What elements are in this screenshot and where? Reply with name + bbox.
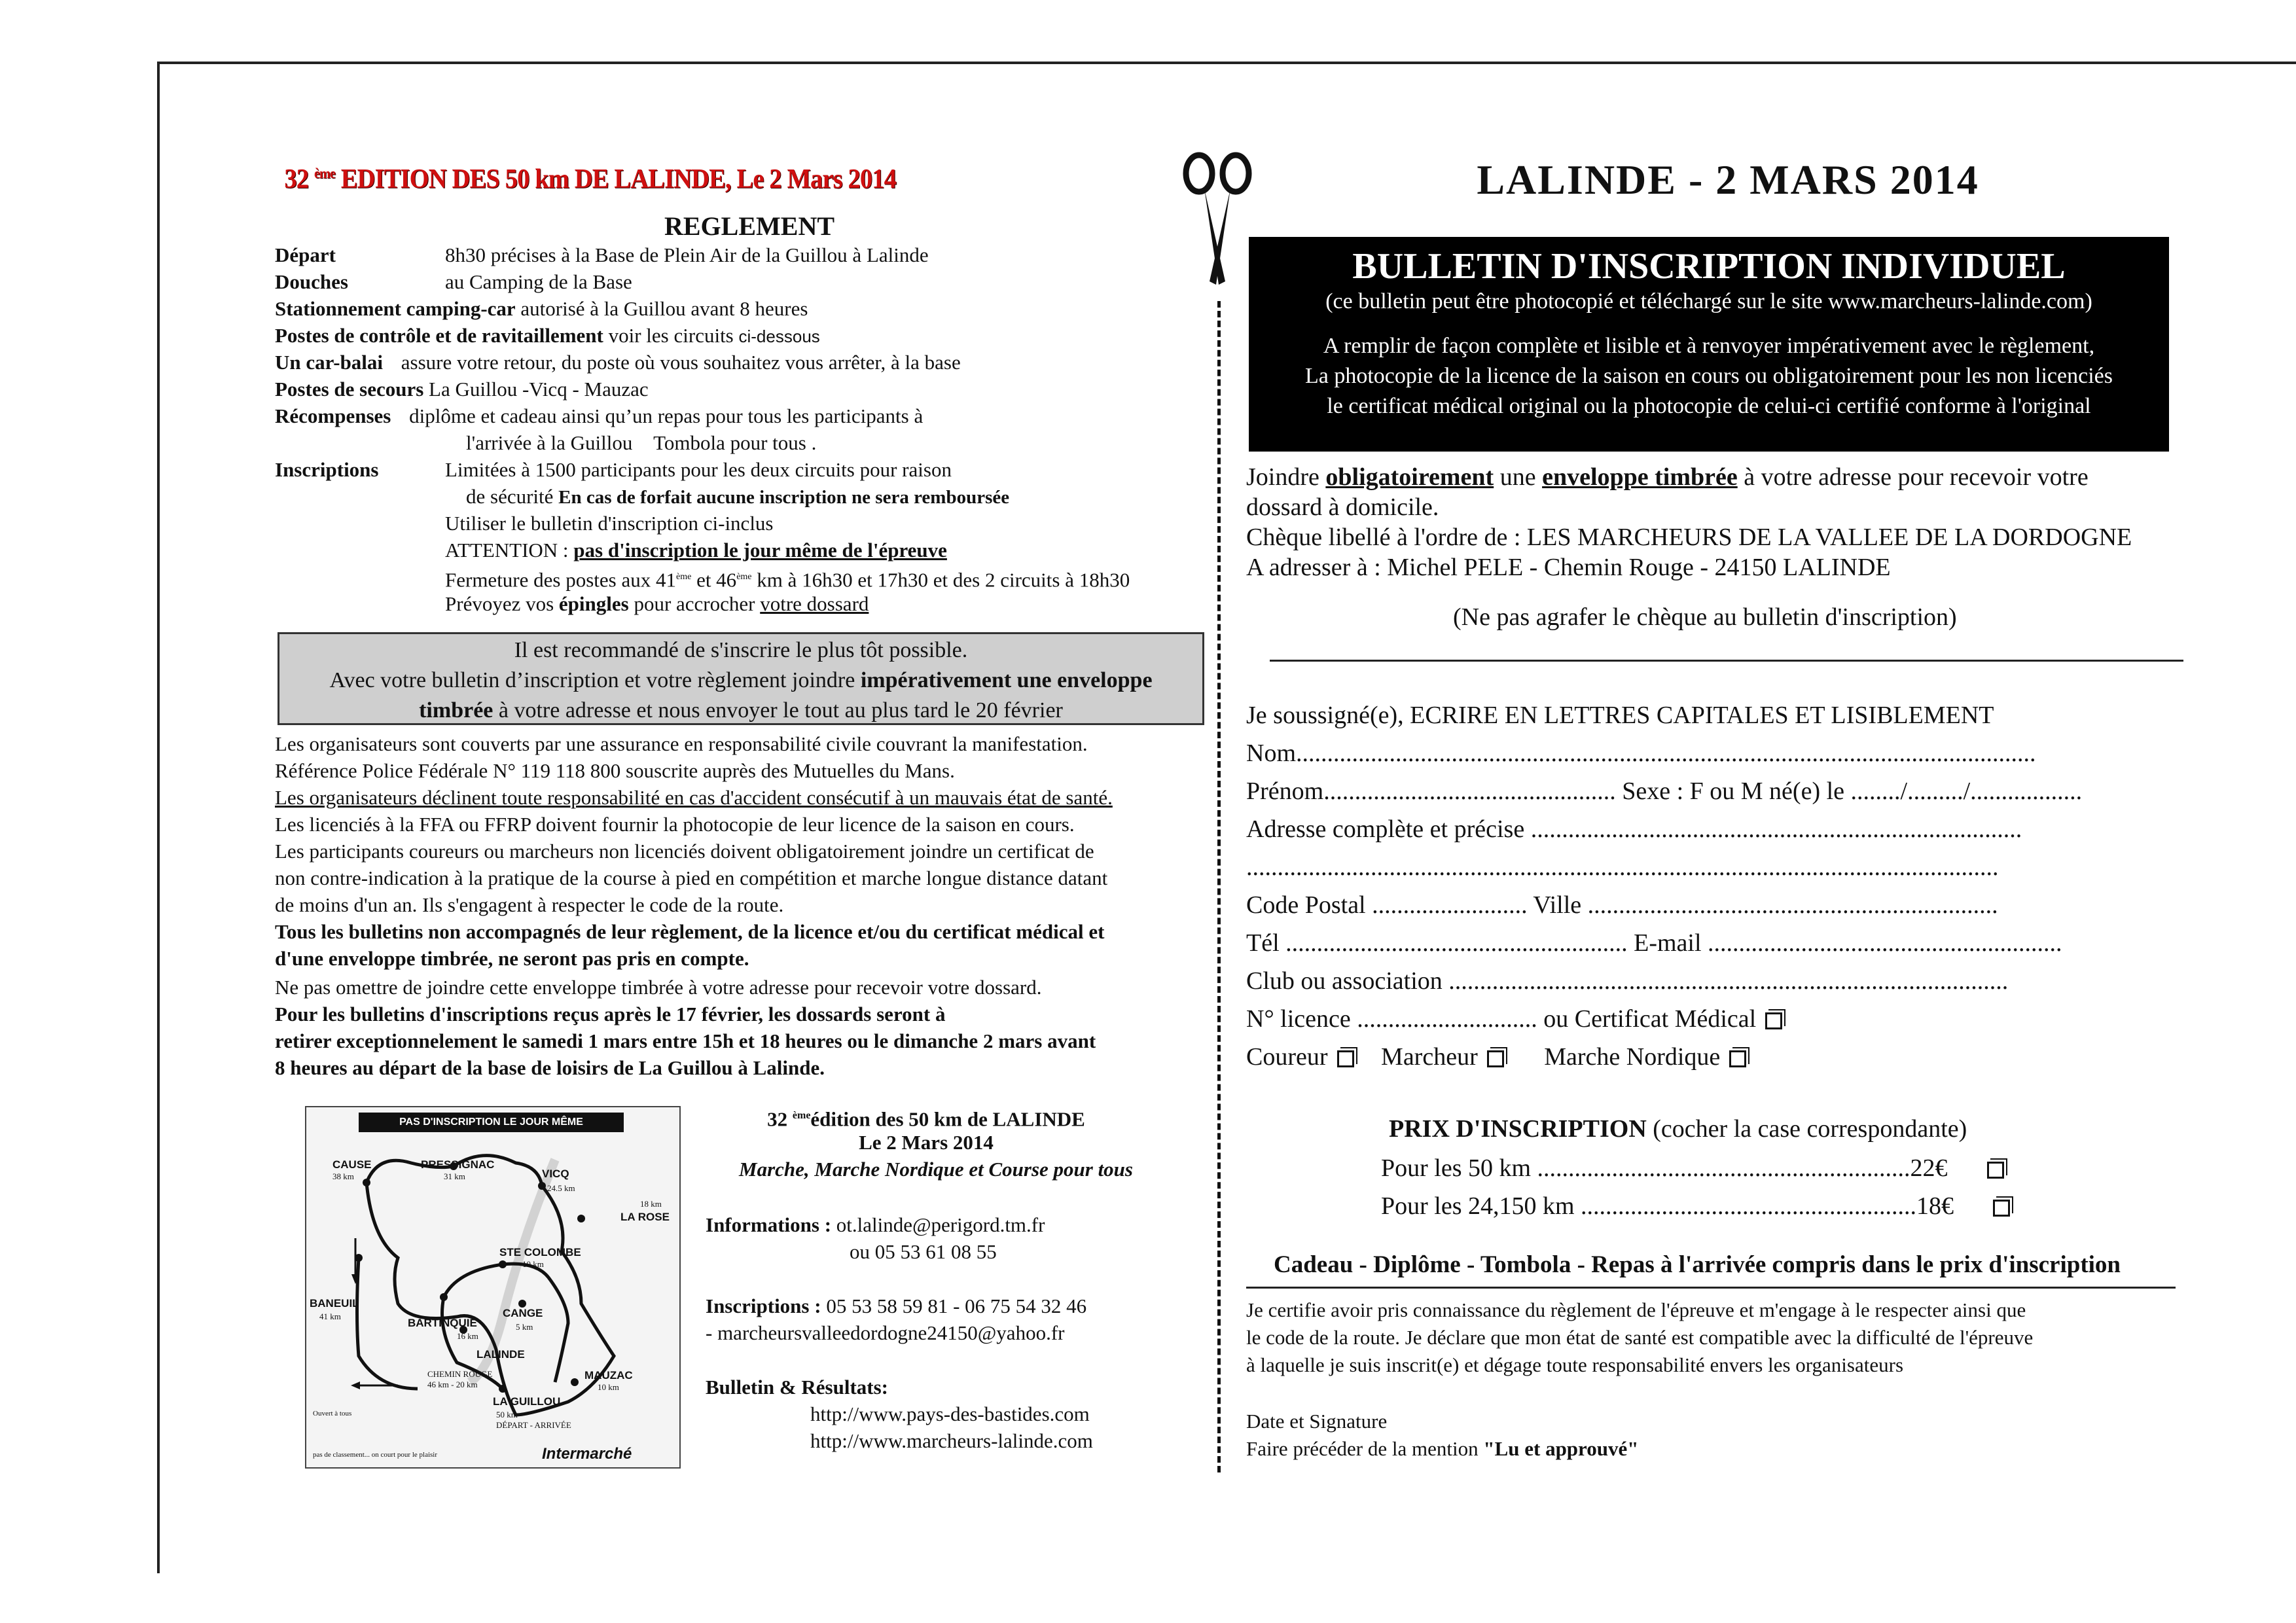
- para-assurance: Les organisateurs sont couverts par une assurance en responsabilité civile couvrant la manifestation.: [275, 732, 1088, 755]
- map-header: PAS D'INSCRIPTION LE JOUR MÊME: [359, 1113, 624, 1132]
- coureur-checkbox[interactable]: [1337, 1050, 1354, 1067]
- rule-camping: Stationnement camping-car autorisé à la Guillou avant 8 heures: [275, 297, 808, 320]
- map-km-cause: 38 km: [332, 1171, 354, 1181]
- prix-24km-checkbox[interactable]: [1993, 1200, 2010, 1217]
- map-label-guillou: LA GUILLOU: [493, 1395, 561, 1408]
- field-club[interactable]: Club ou association ..........................................................................................: [1246, 967, 2009, 995]
- separator-line-2: [1246, 1287, 2176, 1289]
- info-title: 32 $^{ème}$édition des 50 km de LALINDE: [767, 1107, 1085, 1131]
- form-intro: Je soussigné(e), ECRIRE EN LETTRES CAPITALES ET LISIBLEMENT: [1246, 702, 1994, 729]
- bulletin-subtitle: (ce bulletin peut être photocopié et téléchargé sur le site www.marcheurs-lalinde.com): [1325, 289, 2092, 313]
- field-adresse[interactable]: Adresse complète et précise ...............................................................................: [1246, 815, 2022, 843]
- bulletin-instructions: A remplir de façon complète et lisible et à renvoyer impérativement avec le règlement, La photocopie de la licence de la saison en cours ou obligatoirement pour les non licenciés le certificat médical original ou la photocopie de celui-ci certifié conforme à l'original: [1305, 334, 2113, 418]
- rule-postes: Postes de contrôle et de ravitaillement voir les circuits ci-dessous: [275, 324, 820, 347]
- map-km-larose: 18 km: [640, 1199, 662, 1209]
- page-border-top: [157, 62, 2296, 64]
- postal-address: A adresser à : Michel PELE - Chemin Rouge - 24150 LALINDE: [1246, 554, 1891, 581]
- certif-line-2: le code de la route. Je déclare que mon état de santé est compatible avec la difficulté de l'épreuve: [1246, 1326, 2034, 1349]
- certificat-checkbox[interactable]: [1765, 1012, 1782, 1029]
- para-non-licencies-1: Les participants coureurs ou marcheurs non licenciés doivent obligatoirement joindre un certificat de: [275, 840, 1094, 863]
- map-km-stecolombe: 10 km: [522, 1259, 544, 1269]
- inscriptions-contact: Inscriptions : 05 53 58 59 81 - 06 75 54 32 46: [706, 1294, 1087, 1317]
- map-label-cause: CAUSE: [332, 1158, 372, 1171]
- page-border-left: [157, 62, 160, 1573]
- prix-50km-checkbox[interactable]: [1987, 1162, 2004, 1179]
- para-police: Référence Police Fédérale N° 119 118 800 souscrite auprès des Mutuelles du Mans.: [275, 759, 955, 782]
- cheque-order: Chèque libellé à l'ordre de : LES MARCHEURS DE LA VALLEE DE LA DORDOGNE: [1246, 524, 2132, 551]
- rule-recompenses-2: l'arrivée à la Guillou Tombola pour tous .: [466, 431, 817, 454]
- rule-depart: Départ 8h30 précises à la Base de Plein Air de la Guillou à Lalinde: [275, 243, 929, 266]
- map-label-cange: CANGE: [503, 1307, 543, 1319]
- mention-note: Faire précéder de la mention "Lu et approuvé": [1246, 1437, 1639, 1460]
- map-km-pressignac: 31 km: [444, 1171, 465, 1181]
- map-km-vicq: 24.5 km: [547, 1183, 575, 1193]
- map-note-ouvert: Ouvert à tous: [313, 1410, 352, 1418]
- date-signature[interactable]: Date et Signature: [1246, 1410, 1388, 1433]
- url-marcheurs-lalinde[interactable]: http://www.marcheurs-lalinde.com: [810, 1429, 1093, 1452]
- map-km-cange: 5 km: [516, 1322, 533, 1332]
- para-retrait-3: 8 heures au départ de la base de loisirs de La Guillou à Lalinde.: [275, 1056, 825, 1079]
- rule-attention: ATTENTION : pas d'inscription le jour même de l'épreuve: [445, 539, 947, 562]
- join-instruction: Joindre obligatoirement une enveloppe timbrée à votre adresse pour recevoir votre: [1246, 463, 2089, 491]
- map-km-mauzac: 10 km: [598, 1382, 619, 1392]
- map-label-mauzac: MAUZAC: [584, 1369, 633, 1382]
- marche-nordique-checkbox[interactable]: [1729, 1050, 1746, 1067]
- map-footer: pas de classement... on court pour le plaisir: [313, 1451, 438, 1459]
- para-retrait-2: retirer exceptionnelement le samedi 1 mars entre 15h et 18 heures ou le dimanche 2 mars avant: [275, 1029, 1096, 1052]
- rule-carbalai: Un car-balai assure votre retour, du poste où vous souhaitez vous arrêter, à la base: [275, 351, 961, 374]
- map-km-baneuil: 41 km: [319, 1311, 341, 1321]
- title-number: 32: [284, 164, 309, 194]
- para-enveloppe: Ne pas omettre de joindre cette enveloppe timbrée à votre adresse pour recevoir votre dossard.: [275, 976, 1042, 999]
- map-label-stecolombe: STE COLOMBE: [499, 1246, 581, 1258]
- map-label-baneuil: BANEUIL: [310, 1297, 359, 1310]
- field-adresse-line2[interactable]: .........................................................................................................................: [1246, 853, 1999, 881]
- inscriptions-email-link[interactable]: - marcheursvalleedordogne24150@yahoo.fr: [706, 1321, 1065, 1344]
- para-non-licencies-2: non contre-indication à la pratique de la course à pied en compétition et marche longue distance datant: [275, 866, 1108, 889]
- info-email-link[interactable]: ot.lalinde@perigord.tm.fr: [836, 1213, 1045, 1236]
- prix-24km: Pour les 24,150 km ......................................................18€: [1381, 1191, 2010, 1221]
- info-subtitle: Marche, Marche Nordique et Course pour tous: [739, 1158, 1133, 1181]
- para-bulletins-1: Tous les bulletins non accompagnés de leur règlement, de la licence et/ou du certificat médical et: [275, 920, 1105, 943]
- cadeau-note: Cadeau - Diplôme - Tombola - Repas à l'arrivée compris dans le prix d'inscription: [1274, 1251, 2121, 1278]
- info-date: Le 2 Mars 2014: [859, 1131, 994, 1154]
- rule-recompenses: Récompenses diplôme et cadeau ainsi qu’un repas pour tous les participants à: [275, 404, 924, 427]
- map-label-vicq: VICQ: [542, 1168, 569, 1180]
- bulletin-title: BULLETIN D'INSCRIPTION INDIVIDUEL: [1352, 246, 2066, 287]
- prix-title: PRIX D'INSCRIPTION (cocher la case correspondante): [1389, 1115, 1967, 1143]
- box-line-2: Avec votre bulletin d’inscription et votre règlement joindre impérativement une enveloppe: [329, 668, 1153, 692]
- para-non-licencies-3: de moins d'un an. Ils s'engagent à respecter le code de la route.: [275, 893, 784, 916]
- intermarche-logo: Intermarché: [542, 1445, 632, 1463]
- certif-line-1: Je certifie avoir pris connaissance du règlement de l'épreuve et m'engage à le respecter ainsi que: [1246, 1298, 2026, 1321]
- rule-secours: Postes de secours La Guillou -Vicq - Mauzac: [275, 378, 649, 401]
- prix-50km: Pour les 50 km ............................................................22€: [1381, 1153, 2004, 1183]
- certif-line-3: à laquelle je suis inscrit(e) et dégage toute responsabilité envers les organisateurs: [1246, 1353, 1904, 1376]
- separator-line: [1270, 660, 2183, 662]
- rule-inscriptions: Inscriptions Limitées à 1500 participants pour les deux circuits pour raison: [275, 458, 952, 481]
- map-label-chemin-rouge: CHEMIN ROUGE: [427, 1369, 493, 1379]
- box-line-3: timbrée à votre adresse et nous envoyer le tout au plus tard le 20 février: [419, 698, 1063, 722]
- info-contact: Informations : ot.lalinde@perigord.tm.fr: [706, 1213, 1045, 1236]
- recommendation-box: [278, 632, 1204, 725]
- event-title: [284, 164, 897, 195]
- field-nom[interactable]: Nom.......................................................................................................................: [1246, 740, 2036, 767]
- field-prenom-sexe-naissance[interactable]: Prénom............................................... Sexe : F ou M né(e) le ......../........./..................: [1246, 777, 2083, 805]
- course-map: [305, 1106, 681, 1469]
- map-label-pressignac: PRESSIGNAC: [421, 1158, 495, 1171]
- results-label: Bulletin & Résultats:: [706, 1376, 888, 1399]
- field-code-postal-ville[interactable]: Code Postal ......................... Ville ..................................................................: [1246, 891, 1998, 919]
- box-line-1: Il est recommandé de s'inscrire le plus tôt possible.: [514, 638, 968, 662]
- rule-fermeture: Fermeture des postes aux 41ème et 46ème km à 16h30 et 17h30 et des 2 circuits à 18h30: [445, 568, 1130, 592]
- para-licencies: Les licenciés à la FFA ou FFRP doivent fournir la photocopie de leur licence de la saison en cours.: [275, 813, 1075, 836]
- map-label-bartinquie: BARTINQUIE: [408, 1317, 477, 1329]
- para-retrait-1: Pour les bulletins d'inscriptions reçus après le 17 février, les dossards seront à: [275, 1003, 946, 1026]
- scissors-icon: [1178, 151, 1257, 308]
- map-label-depart-arrivee: DÉPART - ARRIVÉE: [496, 1420, 571, 1430]
- marcheur-checkbox[interactable]: [1487, 1050, 1504, 1067]
- form-title: LALINDE - 2 MARS 2014: [1477, 156, 1979, 203]
- reglement-heading: REGLEMENT: [664, 211, 835, 241]
- rule-epingles: Prévoyez vos épingles pour accrocher votre dossard: [445, 592, 869, 615]
- rule-bulletin: Utiliser le bulletin d'inscription ci-inclus: [445, 512, 774, 535]
- para-bulletins-2: d'une enveloppe timbrée, ne seront pas pris en compte.: [275, 947, 749, 970]
- category-checkboxes: Coureur Marcheur Marche Nordique: [1246, 1042, 1746, 1072]
- rule-securite: de sécurité En cas de forfait aucune inscription ne sera remboursée: [466, 485, 1010, 508]
- bulletin-header-box: [1249, 237, 2169, 452]
- map-label-lalinde: LALINDE: [476, 1348, 525, 1361]
- url-pays-des-bastides[interactable]: http://www.pays-des-bastides.com: [810, 1402, 1090, 1425]
- info-phone: ou 05 53 61 08 55: [850, 1240, 997, 1263]
- join-instruction-2: dossard à domicile.: [1246, 493, 1439, 521]
- map-km-chemin-rouge: 46 km - 20 km: [427, 1380, 478, 1389]
- title-sup: ème: [314, 165, 336, 181]
- map-km-guillou: 50 km: [496, 1410, 518, 1419]
- para-responsabilite: Les organisateurs déclinent toute responsabilité en cas d'accident consécutif à un mauvais état de santé.: [275, 786, 1113, 809]
- title-text: EDITION DES 50 km DE LALINDE, Le 2 Mars 2014: [340, 164, 897, 194]
- map-label-larose: LA ROSE: [620, 1211, 670, 1223]
- rule-douches: Douches au Camping de la Base: [275, 270, 632, 293]
- cut-line: [1217, 301, 1221, 1472]
- field-tel-email[interactable]: Tél ....................................................... E-mail .........................................................: [1246, 929, 2062, 957]
- field-licence: N° licence ............................. ou Certificat Médical: [1246, 1004, 1782, 1034]
- map-km-bartinquie: 16 km: [457, 1331, 478, 1341]
- no-staple-note: (Ne pas agrafer le chèque au bulletin d'inscription): [1453, 603, 1957, 631]
